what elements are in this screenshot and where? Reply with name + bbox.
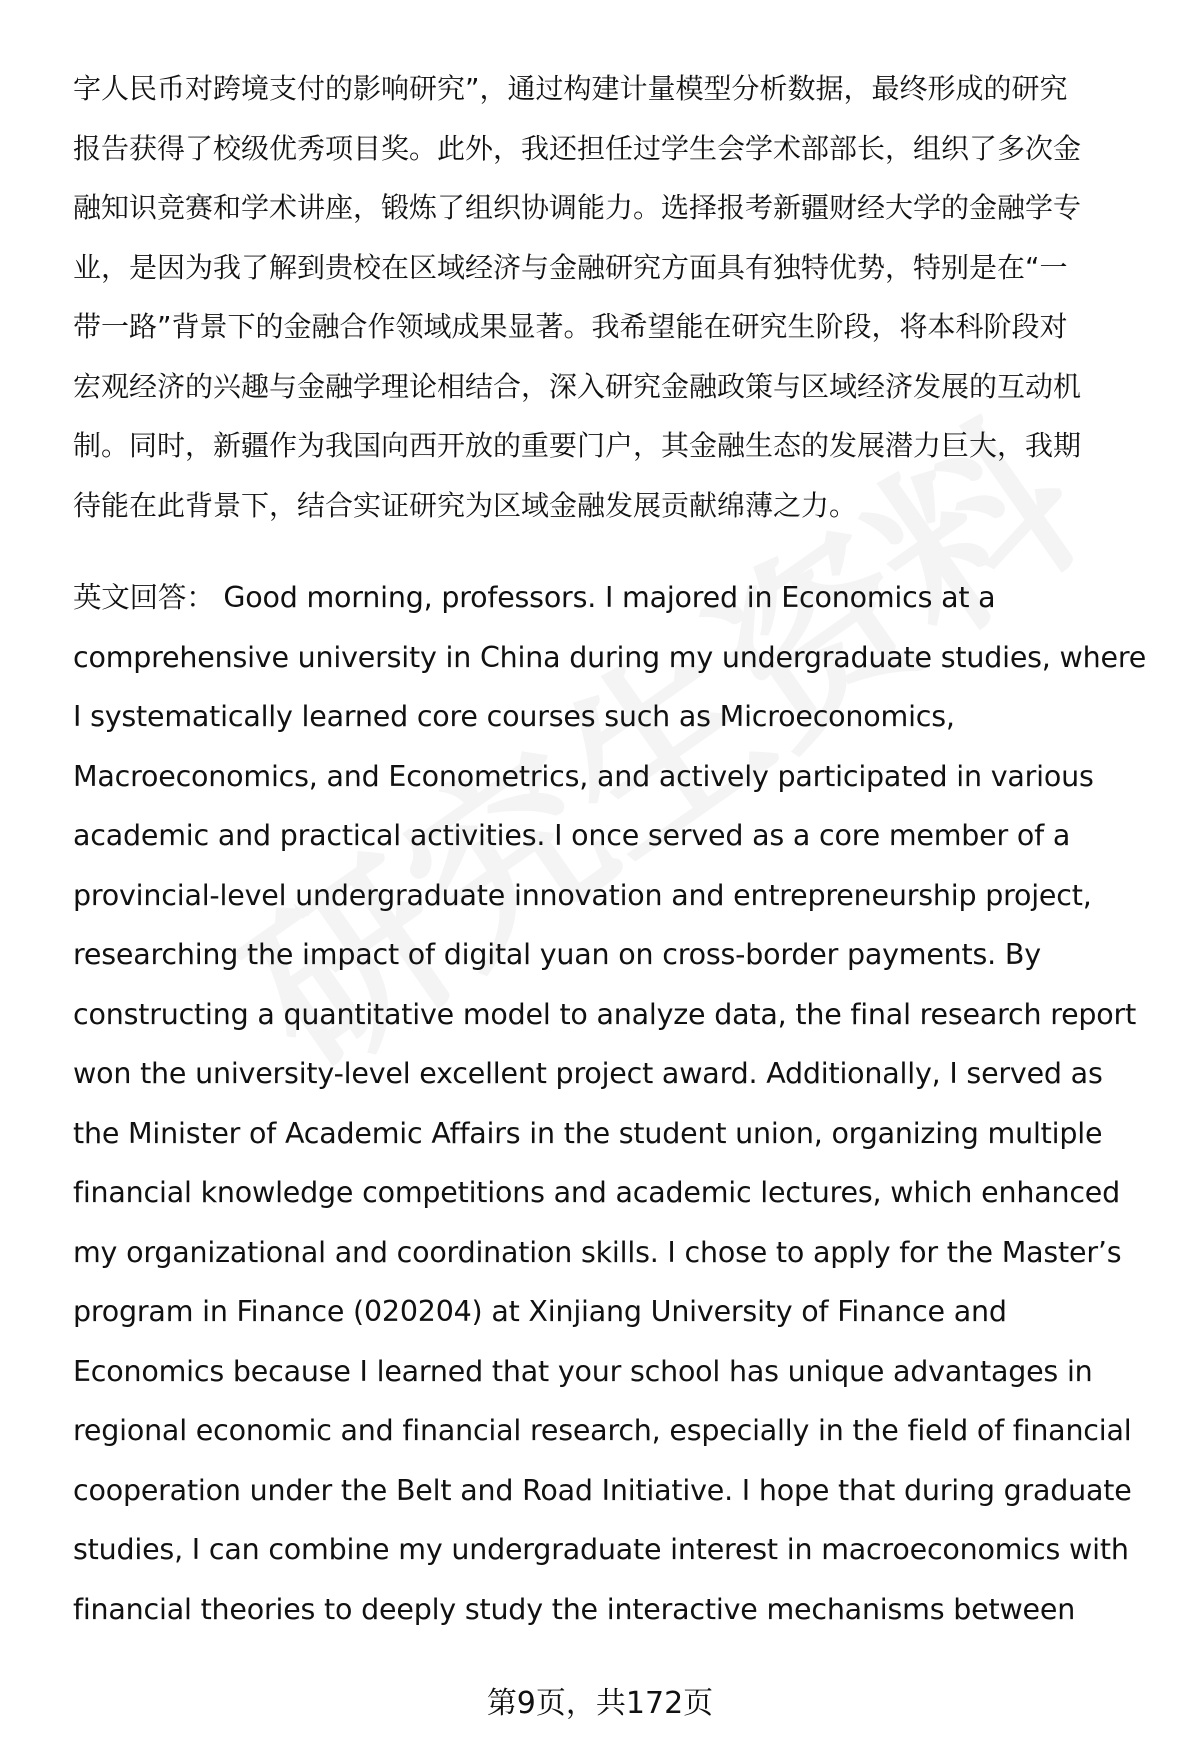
english-text-line: comprehensive university in China during my undergraduate studies, where — [73, 640, 1147, 674]
english-text-line: Macroeconomics, and Econometrics, and actively participated in various — [73, 759, 1094, 793]
chinese-text-line: 宏观经济的兴趣与金融学理论相结合，深入研究金融政策与区域经济发展的互动机 — [73, 369, 1082, 403]
chinese-text-line: 制。同时，新疆作为我国向西开放的重要门户，其金融生态的发展潜力巨大，我期 — [73, 429, 1082, 462]
english-text-line: cooperation under the Belt and Road Initiative. I hope that during graduate — [73, 1473, 1132, 1507]
english-text-line: won the university-level excellent project award. Additionally, I served as — [73, 1057, 1103, 1090]
page-number: 第9页，共172页 — [486, 1686, 714, 1721]
english-text-line: researching the impact of digital yuan on cross-border payments. By — [73, 938, 1041, 971]
chinese-text-line: 待能在此背景下，结合实证研究为区域金融发展贡献绵薄之力。 — [73, 488, 858, 522]
english-text-line: I systematically learned core courses such as Microeconomics, — [73, 700, 955, 733]
english-text-line: regional economic and financial research, especially in the field of financial — [73, 1414, 1132, 1447]
chinese-text-line: 报告获得了校级优秀项目奖。此外，我还担任过学生会学术部部长，组织了多次金 — [73, 131, 1082, 165]
chinese-text-line: 带一路”背景下的金融合作领域成果显著。我希望能在研究生阶段，将本科阶段对 — [73, 310, 1068, 343]
english-text-line: academic and practical activities. I once served as a core member of a — [73, 819, 1071, 852]
chinese-text-line: 业，是因为我了解到贵校在区域经济与金融研究方面具有独特优势，特别是在“一 — [73, 250, 1068, 284]
chinese-text-line: 字人民币对跨境支付的影响研究”，通过构建计量模型分析数据，最终形成的研究 — [73, 72, 1068, 105]
english-text-line: 英文回答： Good morning, professors. I majored in Economics at a — [73, 581, 996, 614]
english-text-line: program in Finance (020204) at Xinjiang University of Finance and — [73, 1295, 1007, 1328]
english-text-line: my organizational and coordination skills. I chose to apply for the Master’s — [73, 1235, 1122, 1269]
english-text-line: the Minister of Academic Affairs in the student union, organizing multiple — [73, 1116, 1103, 1150]
english-text-line: financial knowledge competitions and academic lectures, which enhanced — [73, 1176, 1121, 1209]
chinese-text-line: 融知识竞赛和学术讲座，锻炼了组织协调能力。选择报考新疆财经大学的金融学专 — [73, 191, 1082, 224]
english-text-line: constructing a quantitative model to analyze data, the final research report — [73, 997, 1137, 1031]
english-text-line: studies, I can combine my undergraduate interest in macroeconomics with — [73, 1533, 1129, 1566]
english-text-line: provincial-level undergraduate innovation and entrepreneurship project, — [73, 878, 1092, 912]
english-text-line: Economics because I learned that your school has unique advantages in — [73, 1354, 1093, 1388]
english-text-line: financial theories to deeply study the interactive mechanisms between — [73, 1592, 1076, 1626]
